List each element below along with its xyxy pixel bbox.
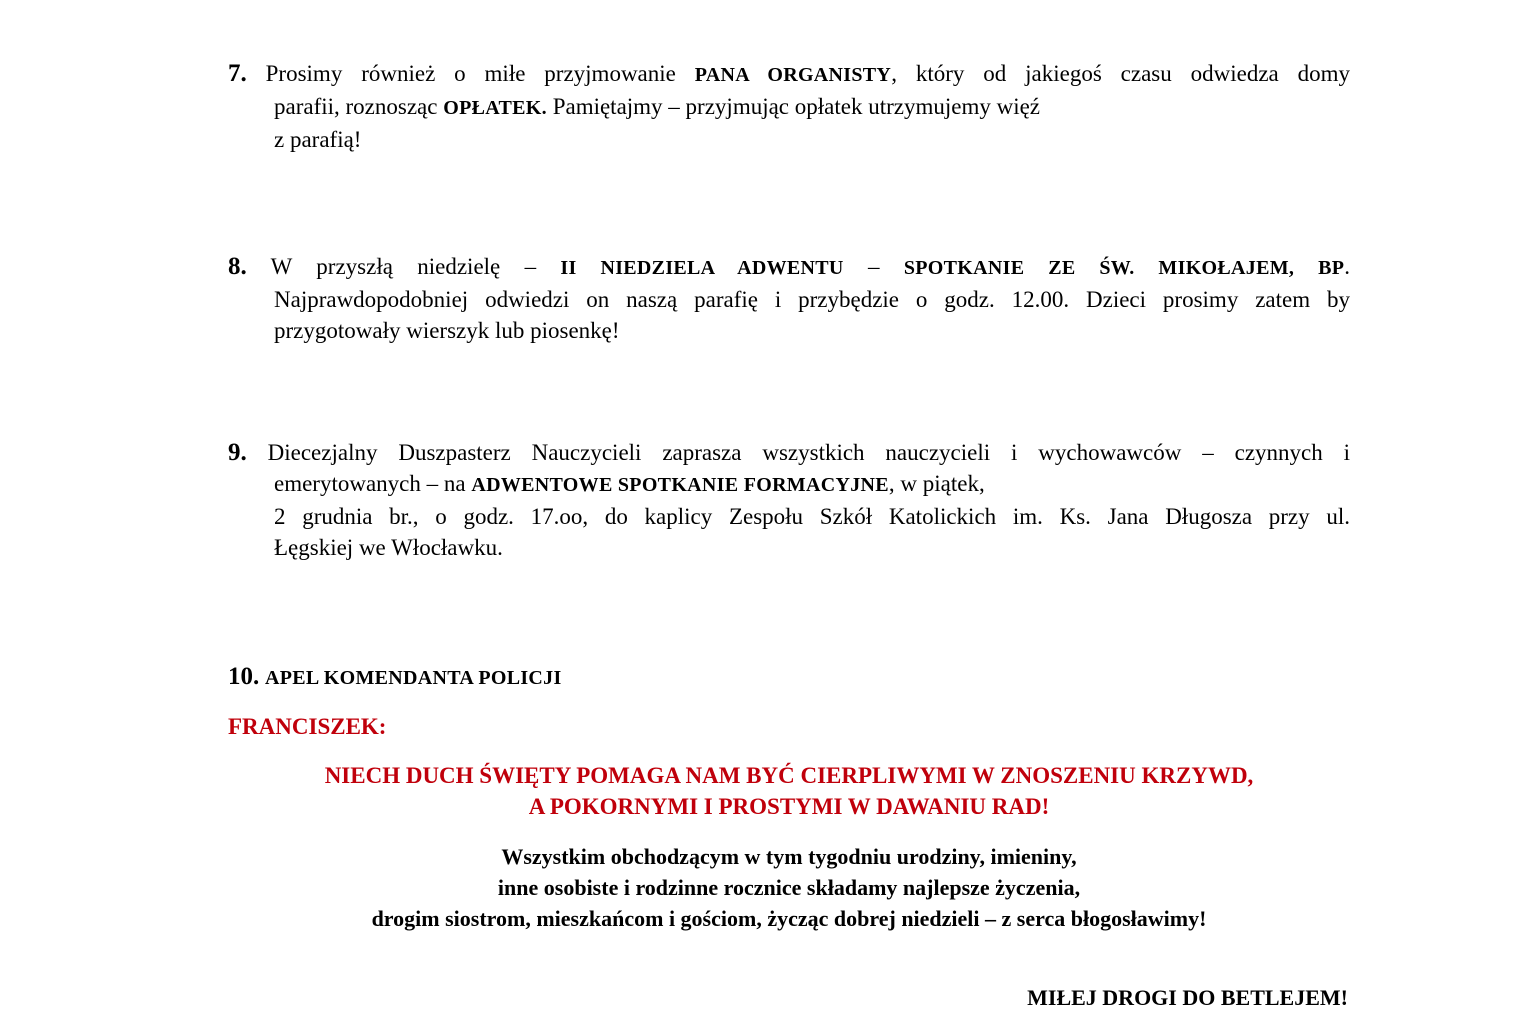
announcement-9-line-1: 9. Diecezjalny Duszpasterz Nauczycieli zaprasza wszystkich nauczycieli i wychowawców – czynnych i (228, 439, 1351, 466)
wishes-line-3: drogim siostrom, mieszkańcom i gościom, życząc dobrej niedzieli – z serca błogosławimy! (371, 906, 1207, 931)
quote-text (228, 760, 1350, 822)
announcement-8-line-3: przygotowały wierszyk lub piosenkę! (274, 318, 620, 343)
emphasis-text: ADWENTOWE SPOTKANIE FORMACYJNE (471, 474, 889, 496)
emphasis-text: PANA ORGANISTY (694, 64, 892, 86)
wishes-line-2: inne osobiste i rodzinne rocznice składamy najlepsze życzenia, (497, 875, 1081, 900)
quote-author: FRANCISZEK: (228, 714, 387, 739)
announcement-number: 8. (228, 253, 247, 280)
announcement-7-line-3: z parafią! (274, 127, 362, 152)
wishes-block (228, 841, 1350, 934)
announcement-number: 9. (228, 439, 247, 466)
quote-line-1: NIECH DUCH ŚWIĘTY POMAGA NAM BYĆ CIERPLIWYMI W ZNOSZENIU KRZYWD, (324, 763, 1254, 788)
announcement-8-line-2: Najprawdopodobniej odwiedzi on naszą parafię i przybędzie o godz. 12.00. Dzieci prosimy zatem by (274, 287, 1350, 312)
announcement-number: 7. (228, 60, 247, 87)
wishes-line-1: Wszystkim obchodzącym w tym tygodniu urodziny, imieniny, (501, 844, 1077, 869)
announcement-9 (228, 437, 1350, 563)
announcement-7 (228, 58, 1350, 155)
quote-line-2: A POKORNYMI I PROSTYMI W DAWANIU RAD! (528, 794, 1050, 819)
announcement-9-line-3: 2 grudnia br., o godz. 17.oo, do kaplicy Zespołu Szkół Katolickich im. Ks. Jana Długosza przy ul. (274, 504, 1350, 529)
announcement-8-line-1: 8. W przyszłą niedzielę – II NIEDZIELA ADWENTU – SPOTKANIE ZE ŚW. MIKOŁAJEM, BP. (228, 253, 1350, 280)
announcement-10 (228, 661, 1350, 694)
announcement-9-line-2: emerytowanych – na ADWENTOWE SPOTKANIE FORMACYJNE, w piątek, (274, 471, 985, 496)
emphasis-text: II NIEDZIELA ADWENTU (560, 257, 844, 279)
announcement-9-line-4: Łęgskiej we Włocławku. (274, 535, 503, 560)
closing-line: MIŁEJ DROGI DO BETLEJEM! (1027, 985, 1348, 1010)
announcement-7-line-2: parafii, roznosząc OPŁATEK. Pamiętajmy – przyjmując opłatek utrzymujemy więź (274, 94, 1041, 119)
announcement-8 (228, 251, 1350, 346)
emphasis-text: SPOTKANIE ZE ŚW. MIKOŁAJEM, BP (903, 257, 1345, 279)
announcement-7-line-1: 7. Prosimy również o miłe przyjmowanie PANA ORGANISTY, który od jakiegoś czasu odwiedza domy (228, 60, 1351, 87)
announcement-10-title: APEL KOMENDANTA POLICJI (265, 667, 562, 689)
announcement-number: 10. (228, 663, 260, 690)
emphasis-text: OPŁATEK. (443, 97, 547, 119)
